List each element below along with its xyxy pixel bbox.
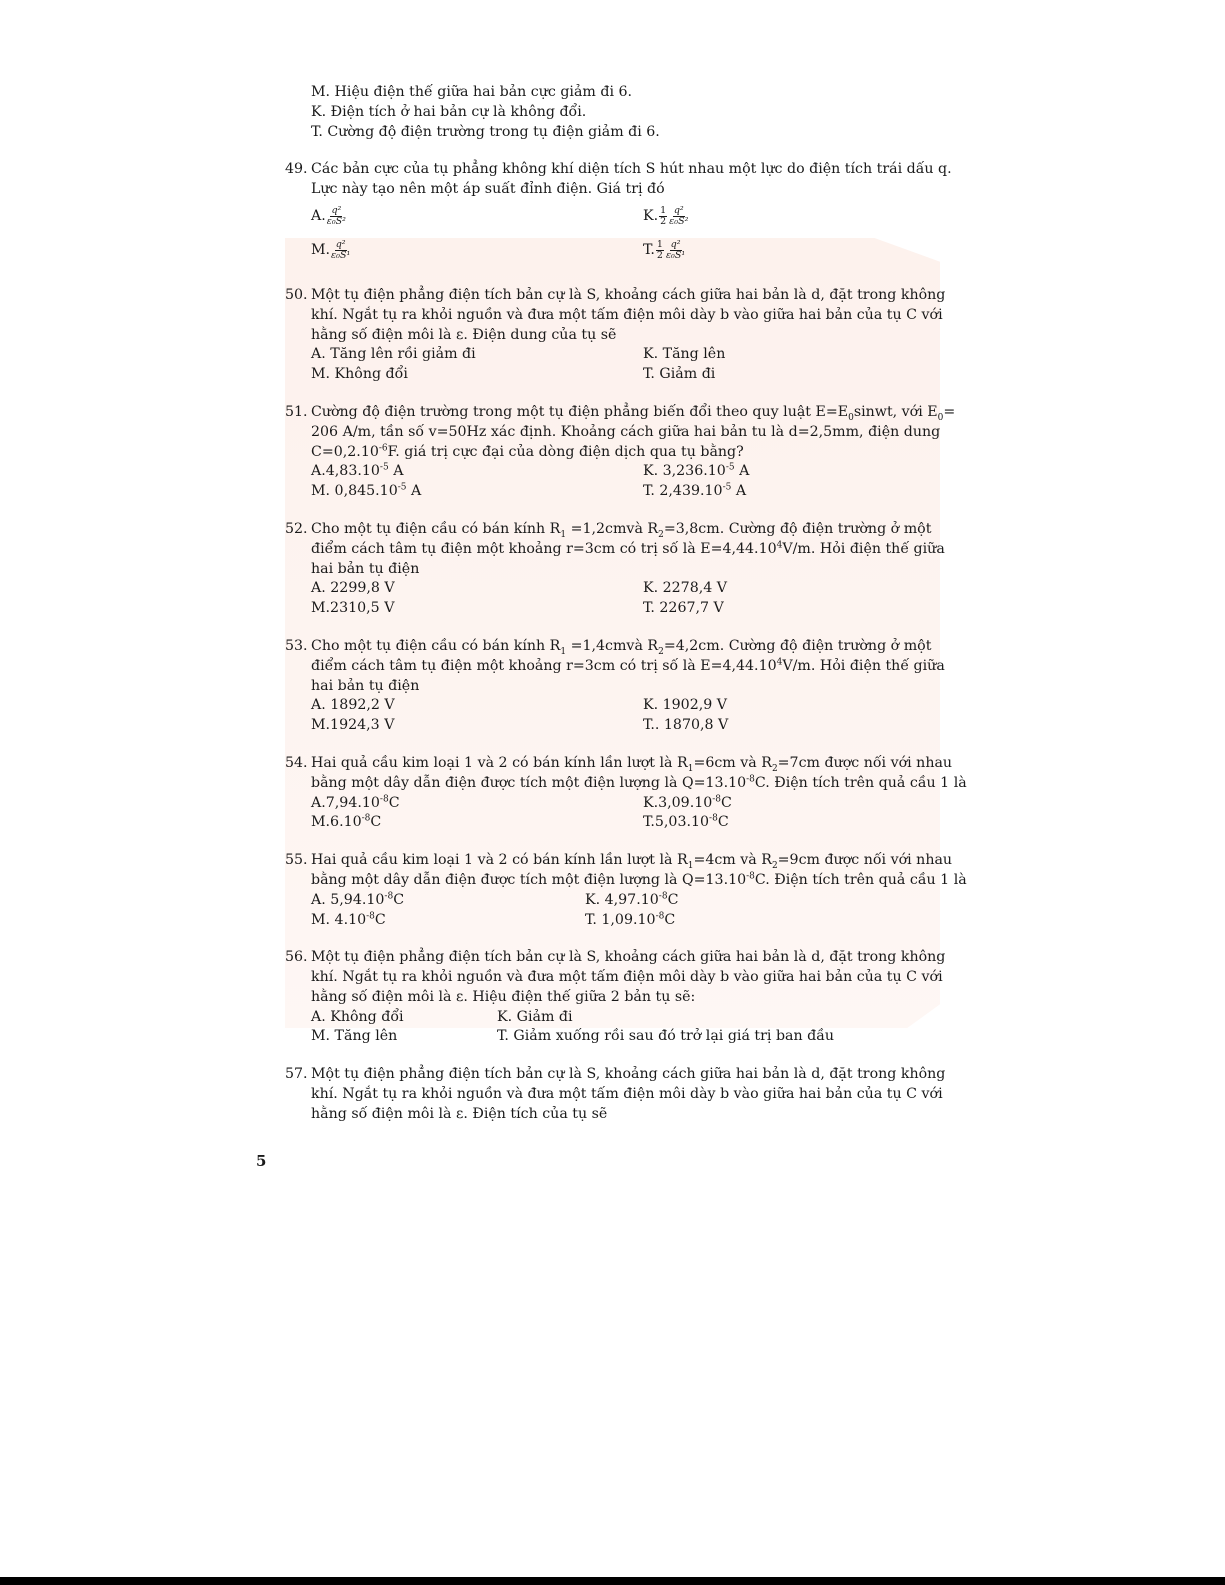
option-m: M. $\frac{\text{q²}}{\text{ε₀S¹}}$: [311, 239, 351, 262]
page-content: [285, 83, 965, 1125]
option-t: T. Giảm xuống rồi sau đó trở lại giá trị ban đầu: [497, 1028, 835, 1045]
option-m: M.1924,3 V: [311, 717, 395, 734]
question-text: Hai quả cầu kim loại 1 và 2 có bán kính lần lượt là $R_1=4cm$ và $R_2=9cm$ được nối với nhau: [311, 852, 953, 871]
option-t: T. Cường độ điện trường trong tụ điện giảm đi 6.: [311, 123, 660, 140]
question-text: hằng số điện môi là ε. Hiệu điện thế giữa 2 bản tụ sẽ:: [311, 988, 696, 1005]
question-text: khí. Ngắt tụ ra khỏi nguồn và đưa một tấm điện môi dày b vào giữa hai bản của tụ C với: [311, 306, 943, 323]
option-k: K. 1 2 $\frac{\text{q²}}{\text{ε₀S²}}$: [643, 205, 689, 228]
option-t: T. Giảm đi: [643, 366, 716, 383]
question-text: điểm cách tâm tụ điện một khoảng r=3cm có trị số là $E=4,44.10^4V/m$. Hỏi điện thế giữa: [311, 657, 945, 674]
question-56: [285, 948, 965, 1047]
question-text: Cường độ điện trường trong một tụ điện phẳng biến đổi theo quy luật $E=E_0sinwt$, với $E_0=$: [311, 403, 956, 423]
question-text: Lực này tạo nên một áp suất đỉnh điện. Giá trị đó: [311, 181, 665, 198]
question-54: [285, 754, 965, 833]
option-t: T.. 1870,8 V: [643, 717, 729, 734]
option-k: K. $4,97.10^{-8}C$: [585, 890, 679, 908]
option-k: K. Giảm đi: [497, 1008, 573, 1025]
option-t: $T.5,03.10^{-8}C$: [643, 813, 729, 831]
question-text: hằng số điện môi là ε. Điện tích của tụ sẽ: [311, 1105, 608, 1122]
formula: $\frac{\text{q²}}{\text{ε₀S²}}$: [326, 205, 346, 228]
option-a: A. $\frac{\text{q²}}{\text{ε₀S²}}$: [311, 205, 346, 228]
option-t: T. $2,439.10^{-5}$ A: [643, 482, 747, 500]
option-k: K. Tăng lên: [643, 346, 726, 363]
option-t: T. $1,09.10^{-8}C$: [585, 910, 676, 928]
coefficient: 1 2: [656, 239, 663, 262]
question-text: Một tụ điện phẳng điện tích bản cự là S, khoảng cách giữa hai bản là d, đặt trong không: [311, 1066, 946, 1083]
question-53: [285, 637, 965, 736]
coefficient: 1 2: [660, 205, 667, 228]
option-a: A. Tăng lên rồi giảm đi: [311, 346, 476, 363]
question-number: 50.: [285, 286, 308, 303]
question-number: 56.: [285, 949, 308, 966]
formula: $\frac{\text{q²}}{\text{ε₀S²}}$: [669, 205, 689, 228]
option-a: A. Không đổi: [311, 1008, 404, 1025]
question-text: Hai quả cầu kim loại 1 và 2 có bán kính lần lượt là $R_1=6cm$ và $R_2=7cm$ được nối với nhau: [311, 754, 953, 774]
question-number: 52.: [285, 520, 308, 537]
option-t: T. 2267,7 V: [643, 600, 724, 617]
option-k: K. 1902,9 V: [643, 697, 728, 714]
option-m: M. $0,845.10^{-5}$ A: [311, 482, 422, 500]
question-text: khí. Ngắt tụ ra khỏi nguồn và đưa một tấm điện môi dày b vào giữa hai bản của tụ C với: [311, 1086, 943, 1103]
question-text: bằng một dây dẫn điện được tích một điện lượng là $Q=13.10^{-8}C$. Điện tích trên quả cầu 1 là: [311, 871, 967, 888]
question-text: Cho một tụ điện cầu có bán kính $R_1$ =1,2cmvà $R_2=3,8cm$. Cường độ điện trường ở một: [311, 520, 932, 540]
question-number: 51.: [285, 403, 308, 420]
option-m: M. Tăng lên: [311, 1028, 398, 1045]
question-text: điểm cách tâm tụ điện một khoảng r=3cm có trị số là $E=4,44.10^4V/m$. Hỏi điện thế giữa: [311, 540, 945, 557]
question-51: [285, 403, 965, 502]
option-a: A. 2299,8 V: [311, 580, 395, 597]
option-m: M. Không đổi: [311, 366, 408, 383]
option-k: K. 2278,4 V: [643, 580, 728, 597]
option-m: M. $4.10^{-8}C$: [311, 910, 386, 928]
option-k: $K.3,09.10^{-8}C$: [643, 793, 732, 811]
question-text: khí. Ngắt tụ ra khỏi nguồn và đưa một tấm điện môi dày b vào giữa hai bản của tụ C với: [311, 969, 943, 986]
option-a: $A.4,83.10^{-5}$ A: [311, 462, 404, 480]
option-a: A. 1892,2 V: [311, 697, 395, 714]
question-number: 57.: [285, 1066, 308, 1083]
question-57: [285, 1065, 965, 1124]
option-m: $M.6.10^{-8}C$: [311, 813, 382, 831]
question-number: 54.: [285, 754, 308, 771]
option-a: $A.7,94.10^{-8}C$: [311, 793, 400, 811]
option-m: M. Hiệu điện thế giữa hai bản cực giảm đi 6.: [311, 84, 633, 100]
question-text: 206 A/m, tần số v=50Hz xác định. Khoảng cách giữa hai bản tu là d=2,5mm, điện dung: [311, 423, 941, 440]
formula: $\frac{\text{q²}}{\text{ε₀S¹}}$: [665, 239, 686, 262]
option-k: K. Điện tích ở hai bản cự là không đổi.: [311, 103, 587, 120]
option-t: T. 1 2 $\frac{\text{q²}}{\text{ε₀S¹}}$: [643, 239, 686, 262]
question-text: $C=0,2.10^{-6}F$. giá trị cực đại của dòng điện dịch qua tụ bằng?: [311, 442, 744, 460]
question-text: hai bản tụ điện: [311, 560, 420, 577]
formula: $\frac{\text{q²}}{\text{ε₀S¹}}$: [331, 239, 351, 262]
question-text: Một tụ điện phẳng điện tích bản cự là S, khoảng cách giữa hai bản là d, đặt trong không: [311, 286, 946, 303]
question-text: Các bản cực của tụ phẳng không khí diện tích S hút nhau một lực do điện tích trái dấu q.: [311, 161, 952, 178]
question-text: Một tụ điện phẳng điện tích bản cự là S, khoảng cách giữa hai bản là d, đặt trong không: [311, 949, 946, 966]
prev-question-options: [285, 83, 965, 142]
question-text: Cho một tụ điện cầu có bán kính $R_1$ =1,4cmvà $R_2=4,2cm$. Cường độ điện trường ở một: [311, 637, 932, 657]
option-k: K. $3,236.10^{-5}$ A: [643, 462, 750, 480]
question-number: 49.: [285, 161, 308, 178]
option-m: M.2310,5 V: [311, 600, 395, 617]
page-number: 5: [256, 1152, 267, 1170]
question-number: 55.: [285, 852, 308, 869]
question-52: [285, 520, 965, 619]
option-a: A. $5,94.10^{-8}C$: [311, 890, 405, 908]
question-49: [285, 160, 965, 268]
question-number: 53.: [285, 637, 308, 654]
question-text: hằng số điện môi là ε. Điện dung của tụ sẽ: [311, 326, 617, 343]
question-text: hai bản tụ điện: [311, 677, 420, 694]
bottom-rule: [0, 1577, 1225, 1585]
question-text: bằng một dây dẫn điện được tích một điện lượng là $Q=13.10^{-8}C$. Điện tích trên quả cầu 1 là: [311, 773, 967, 791]
question-50: [285, 286, 965, 385]
question-55: [285, 851, 965, 930]
